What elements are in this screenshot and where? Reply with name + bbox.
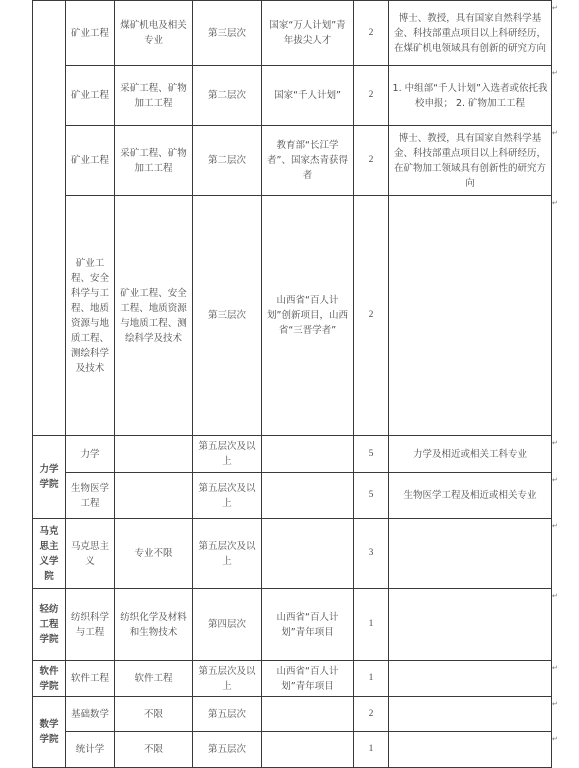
- table-row: [33, 519, 552, 589]
- college-cell-continued: [33, 1, 66, 436]
- direction-cell: 软件工程: [115, 661, 193, 697]
- count-cell: 1: [354, 661, 389, 697]
- table-row: [33, 436, 552, 473]
- direction-cell: 不限: [115, 732, 193, 768]
- requirements-cell: [389, 732, 552, 768]
- paragraph-mark-icon: ↵: [552, 129, 558, 137]
- requirements-cell: [389, 519, 552, 589]
- requirements-cell: 博士、教授，具有国家自然科学基金、科技部重点项目以上科研经历，在煤矿机电领域具有创新的研究方向: [389, 1, 552, 66]
- level-cell: 第五层次及以上: [193, 519, 262, 589]
- table-row: [33, 66, 552, 126]
- level-cell: 第五层次及以上: [193, 436, 262, 473]
- paragraph-mark-icon: ↵: [552, 439, 558, 447]
- requirements-cell: 博士、教授，具有国家自然科学基金、科技部重点项目以上科研经历，在矿物加工领域具有创新性的研究方向: [389, 126, 552, 196]
- paragraph-mark-icon: ↵: [552, 735, 558, 743]
- major-cell: 力学: [66, 436, 115, 473]
- count-cell: 2: [354, 126, 389, 196]
- level-cell: 第五层次及以上: [193, 473, 262, 519]
- table-row: [33, 473, 552, 519]
- talent-cell: 山西省“百人计划”创新项目，山西省“三晋学者”: [262, 196, 354, 436]
- level-cell: 第三层次: [193, 196, 262, 436]
- talent-cell: [262, 436, 354, 473]
- table-row: [33, 196, 552, 436]
- level-cell: 第五层次: [193, 732, 262, 768]
- direction-cell: 专业不限: [115, 519, 193, 589]
- recruitment-table: [32, 0, 552, 768]
- paragraph-mark-icon: ↵: [552, 700, 558, 708]
- count-cell: 1: [354, 732, 389, 768]
- count-cell: 5: [354, 436, 389, 473]
- table-row: [33, 661, 552, 697]
- major-cell: 统计学: [66, 732, 115, 768]
- talent-cell: [262, 697, 354, 732]
- talent-cell: 山西省“百人计划”青年项目: [262, 589, 354, 661]
- level-cell: 第三层次: [193, 1, 262, 66]
- college-cell: 轻纺工程学院: [33, 589, 66, 661]
- talent-cell: 山西省“百人计划”青年项目: [262, 661, 354, 697]
- level-cell: 第五层次及以上: [193, 661, 262, 697]
- college-cell: 力学学院: [33, 436, 66, 519]
- level-cell: 第二层次: [193, 66, 262, 126]
- major-cell: 矿业工程、安全科学与工程、地质资源与地质工程、测绘科学及技术: [66, 196, 115, 436]
- major-cell: 马克思主义: [66, 519, 115, 589]
- major-cell: 纺织科学与工程: [66, 589, 115, 661]
- college-cell: 软件学院: [33, 661, 66, 697]
- count-cell: 2: [354, 66, 389, 126]
- major-cell: 矿业工程: [66, 66, 115, 126]
- direction-cell: 不限: [115, 697, 193, 732]
- paragraph-mark-icon: ↵: [552, 592, 558, 600]
- talent-cell: 国家“千人计划”: [262, 66, 354, 126]
- count-cell: 2: [354, 196, 389, 436]
- major-cell: 矿业工程: [66, 1, 115, 66]
- level-cell: 第二层次: [193, 126, 262, 196]
- paragraph-mark-icon: ↵: [552, 476, 558, 484]
- table-row: [33, 732, 552, 768]
- college-cell: 马克思主义学院: [33, 519, 66, 589]
- requirements-cell: 1. 中组部“千人计划”入选者或依托我校申报； 2. 矿物加工工程: [389, 66, 552, 126]
- major-cell: 软件工程: [66, 661, 115, 697]
- direction-cell: 矿业工程、安全工程、地质资源与地质工程、测绘科学及技术: [115, 196, 193, 436]
- count-cell: 2: [354, 697, 389, 732]
- level-cell: 第四层次: [193, 589, 262, 661]
- direction-cell: 采矿工程、矿物加工工程: [115, 126, 193, 196]
- talent-cell: [262, 732, 354, 768]
- paragraph-mark-icon: ↵: [552, 199, 558, 207]
- paragraph-mark-icon: ↵: [552, 522, 558, 530]
- paragraph-mark-icon: ↵: [552, 4, 558, 12]
- paragraph-mark-icon: ↵: [552, 664, 558, 672]
- requirements-cell: [389, 589, 552, 661]
- table-row: [33, 589, 552, 661]
- requirements-cell: [389, 196, 552, 436]
- requirements-cell: [389, 661, 552, 697]
- direction-cell: [115, 473, 193, 519]
- talent-cell: [262, 519, 354, 589]
- count-cell: 3: [354, 519, 389, 589]
- paragraph-mark-icon: ↵: [552, 69, 558, 77]
- college-cell: 数学学院: [33, 697, 66, 768]
- count-cell: 5: [354, 473, 389, 519]
- talent-cell: 教育部“长江学者”、国家杰青获得者: [262, 126, 354, 196]
- requirements-cell: 生物医学工程及相近或相关专业: [389, 473, 552, 519]
- direction-cell: 纺织化学及材料和生物技术: [115, 589, 193, 661]
- table-row: [33, 697, 552, 732]
- table-row: [33, 126, 552, 196]
- table-row: [33, 1, 552, 66]
- direction-cell: [115, 436, 193, 473]
- count-cell: 1: [354, 589, 389, 661]
- major-cell: 生物医学工程: [66, 473, 115, 519]
- requirements-cell: 力学及相近或相关工科专业: [389, 436, 552, 473]
- requirements-cell: [389, 697, 552, 732]
- direction-cell: 采矿工程、矿物加工工程: [115, 66, 193, 126]
- direction-cell: 煤矿机电及相关专业: [115, 1, 193, 66]
- talent-cell: 国家“万人计划”青年拔尖人才: [262, 1, 354, 66]
- talent-cell: [262, 473, 354, 519]
- major-cell: 矿业工程: [66, 126, 115, 196]
- level-cell: 第五层次: [193, 697, 262, 732]
- major-cell: 基础数学: [66, 697, 115, 732]
- count-cell: 2: [354, 1, 389, 66]
